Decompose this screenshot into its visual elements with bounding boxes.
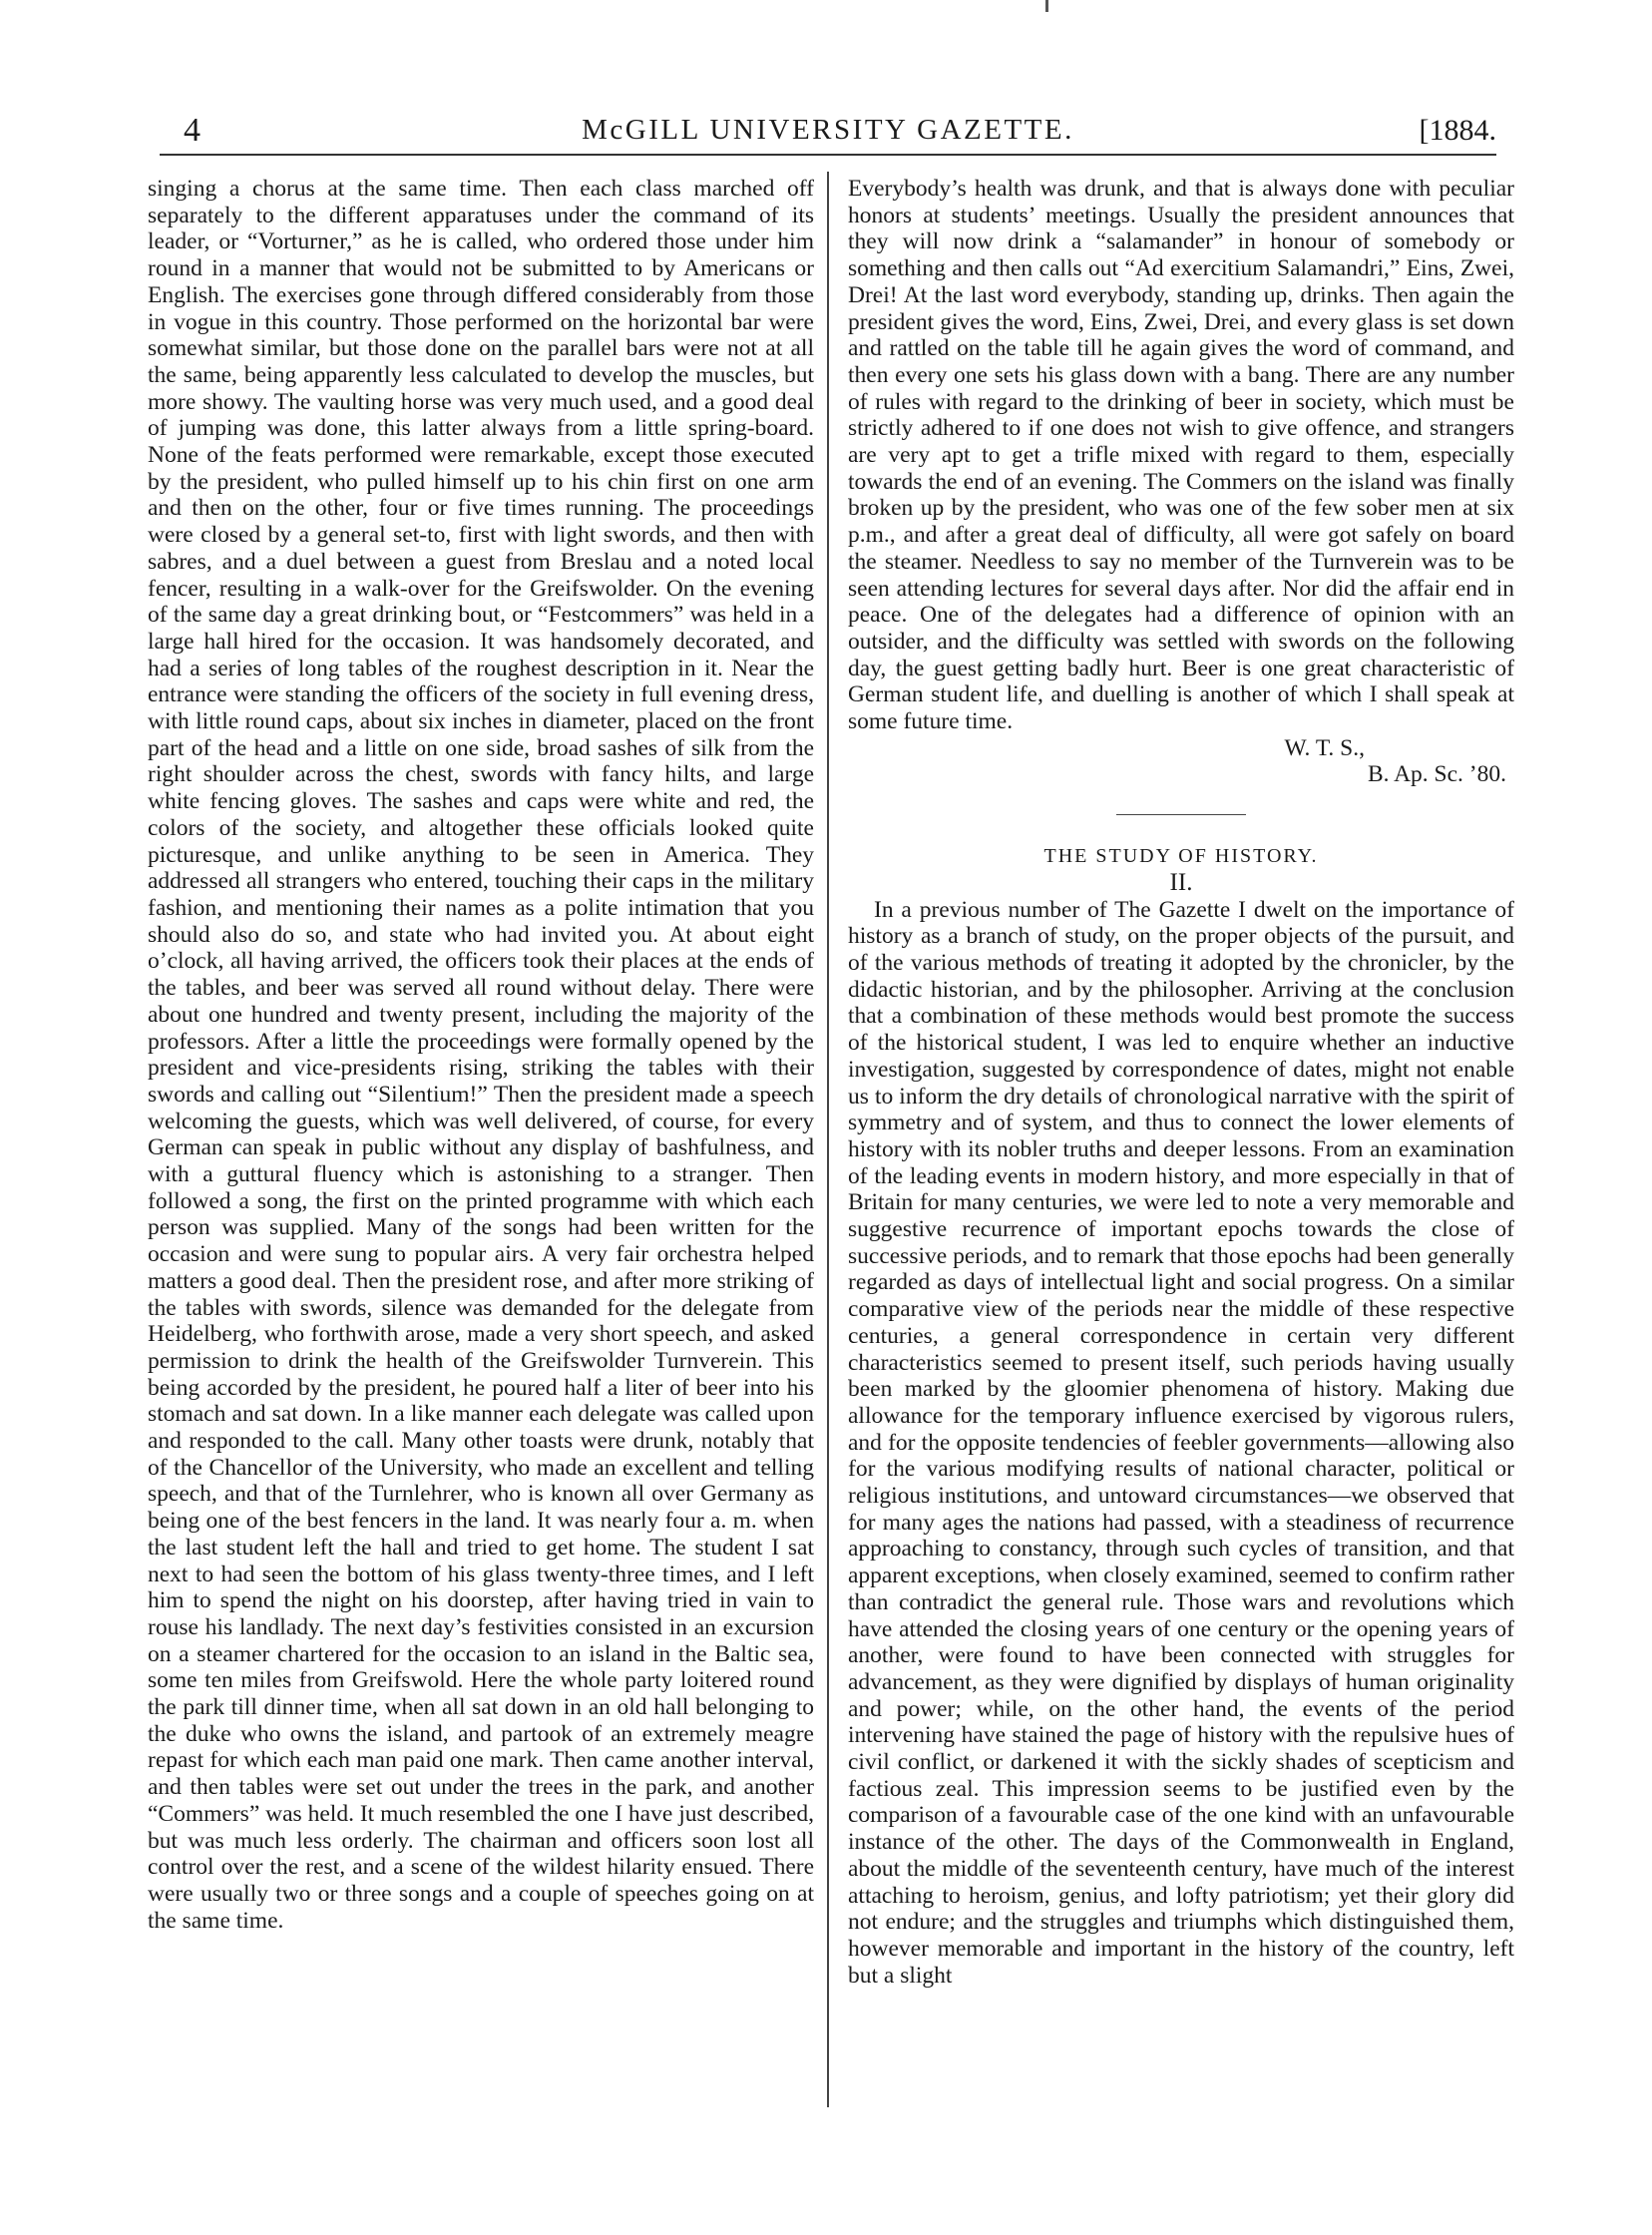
scan-mark: [1045, 0, 1048, 12]
left-column: [148, 176, 814, 1934]
article-title: THE STUDY OF HISTORY.: [1043, 845, 1319, 868]
article-part-number: II.: [1169, 868, 1193, 896]
running-title: McGILL UNIVERSITY GAZETTE.: [582, 114, 1074, 146]
header-rule: [160, 154, 1496, 156]
page-number: 4: [184, 112, 201, 149]
section-separator-rule: [1116, 814, 1246, 815]
page-header: [160, 112, 1496, 152]
signature-name: W. T. S.,: [1284, 734, 1365, 761]
article-continuation-text: singing a chorus at the same time. Then each class marched off separately to the different apparatuses under the command of its leader, or “Vorturner,” as he is called, who ordered those under him round in a manner that would not be submitted to by Americans or English. The exercises gone through differed considerably from those in vogue in this country. Those performed on the horizontal bar were somewhat similar, but those done on the parallel bars were not at all the same, being apparently less calculated to develop the muscles, but more showy. The vaulting horse was very much used, and a good deal of jumping was done, this latter always from a little spring-board. None of the feats performed were remarkable, except those executed by the president, who pulled himself up to his chin first on one arm and then on the other, four or five times running. The proceedings were closed by a general set-to, first with light swords, and then with sabres, and a duel between a guest from Breslau and a noted local fencer, resulting in a walk-over for the Greifswolder. On the evening of the same day a great drinking bout, or “Festcommers” was held in a large hall hired for the occasion. It was handsomely decorated, and had a series of long tables of the roughest description in it. Near the entrance were standing the officers of the society in full evening dress, with little round caps, about six inches in diameter, placed on the front part of the head and a little on one side, broad sashes of silk from the right shoulder across the chest, swords with fancy hilts, and large white fencing gloves. The sashes and caps were white and red, the colors of the society, and altogether these officials looked quite picturesque, and unlike anything to be seen in America. They addressed all strangers who entered, touching their caps in the military fashion, and mentioning their names as a polite intimation that you should also do so, and state who had invited you. At about eight o’clock, all having arrived, the officers took their places at the ends of the tables, and beer was served all round without delay. There were about one hundred and twenty present, including the majority of the professors. After a little the proceedings were formally opened by the president and vice-presidents rising, striking the tables with their swords and calling out “Silentium!” Then the president made a speech welcoming the guests, which was well delivered, of course, for every German can speak in public without any display of bashfulness, and with a guttural fluency which is astonishing to a stranger. Then followed a song, the first on the printed programme with which each person was supplied. Many of the songs had been written for the occasion and were sung to popular airs. A very fair orchestra helped matters a good deal. Then the president rose, and after more striking of the tables with swords, silence was demanded for the delegate from Heidelberg, who forthwith arose, made a very short speech, and asked permission to drink the health of the Greifswolder Turnverein. This being accorded by the president, he poured half a liter of beer into his stomach and sat down. In a like manner each delegate was called upon and responded to the call. Many other toasts were drunk, notably that of the Chancellor of the University, who made an excellent and telling speech, and that of the Turnlehrer, who is known all over Germany as being one of the best fencers in the land. It was nearly four a. m. when the last student left the hall and tried to get home. The student I sat next to had seen the bottom of his glass twenty-three times, and I left him to spend the night on his doorstep, after having tried in vain to rouse his landlady. The next day’s festivities consisted in an excursion on a steamer chartered for the occasion to an island in the Baltic sea, some ten miles from Greifswold. Here the whole party loitered round the park till dinner time, when all sat down in an old hall belonging to the duke who owns the island, and partook of an extremely meagre repast for which each man paid one mark. Then came another interval, and then tables were set out under the trees in the park, and another “Commers” was held. It much resembled the one I have just described, but was much less orderly. The chairman and officers soon lost all control over the rest, and a scene of the wildest hilarity ensued. There were usually two or three songs and a couple of speeches going on at the same time.: [148, 176, 814, 1934]
issue-year: [1884.: [1419, 114, 1496, 147]
column-divider: [827, 172, 829, 2107]
article-conclusion-text: Everybody’s health was drunk, and that is always done with peculiar honors at students’ meetings. Usually the president announces that they will now drink a “salamander” in honour of somebody or something and then calls out “Ad exercitium Salamandri,” Eins, Zwei, Drei! At the last word everybody, standing up, drinks. Then again the president gives the word, Eins, Zwei, Drei, and every glass is set down and rattled on the table till he again gives the word of command, and then every one sets his glass down with a bang. There are any number of rules with regard to the drinking of beer in society, which must be strictly adhered to if one does not wish to give offence, and strangers are very apt to get a trifle mixed with regard to them, especially towards the end of an evening. The Commers on the island was finally broken up by the president, who was one of the few sober men at six p.m., and after a great deal of difficulty, all were got safely on board the steamer. Needless to say no member of the Turnverein was to be seen attending lectures for several days after. Nor did the affair end in peace. One of the delegates had a difference of opinion with an outsider, and the difficulty was settled with swords on the following day, the guest getting badly hurt. Beer is one great characteristic of German student life, and duelling is another of which I shall speak at some future time.: [848, 176, 1514, 735]
article-body-text: In a previous number of The Gazette I dwelt on the importance of history as a branch of study, on the proper objects of the pursuit, and of the various methods of treating it adopted by the chronicler, by the didactic historian, and by the philosopher. Arriving at the conclusion that a combination of these methods would best promote the success of the historical student, I was led to enquire whether an inductive investigation, suggested by correspondence of dates, might not enable us to inform the dry details of chronological narrative with the spirit of symmetry and of system, and thus to connect the lower elements of history with its nobler truths and deeper lessons. From an examination of the leading events in modern history, and more especially in that of Britain for many centuries, we were led to note a very memorable and suggestive recurrence of important epochs towards the close of successive periods, and to remark that those epochs had been generally regarded as days of intellectual light and social progress. On a similar comparative view of the periods near the middle of these respective centuries, a general correspondence in certain very different characteristics seemed to present itself, such periods having usually been marked by the gloomier phenomena of history. Making due allowance for the temporary influence exercised by vigorous rulers, and for the opposite tendencies of feebler governments—allowing also for the various modifying results of national character, political or religious institutions, and untoward circumstances—we observed that for many ages the nations had passed, with a steadiness of recurrence approaching to constancy, through such cycles of transition, and that apparent exceptions, when closely examined, seemed to confirm rather than contradict the general rule. Those wars and revolutions which have attended the closing years of one century or the opening years of another, were found to have been connected with struggles for advancement, as they were dignified by displays of human originality and power; while, on the other hand, the events of the period intervening have stained the page of history with the repulsive hues of civil conflict, or darkened it with the sickly shades of scepticism and factious zeal. This impression seems to be justified even by the comparison of a favourable case of the one kind with an unfavourable instance of the other. The days of the Commonwealth in England, about the middle of the seventeenth century, have much of the interest attaching to heroism, genius, and lofty patriotism; yet their glory did not endure; and the struggles and triumphs which distinguished them, however memorable and important in the history of the country, left but a slight: [848, 896, 1514, 1989]
right-column: [848, 176, 1514, 1989]
signature-degree: B. Ap. Sc. ’80.: [1367, 761, 1506, 788]
